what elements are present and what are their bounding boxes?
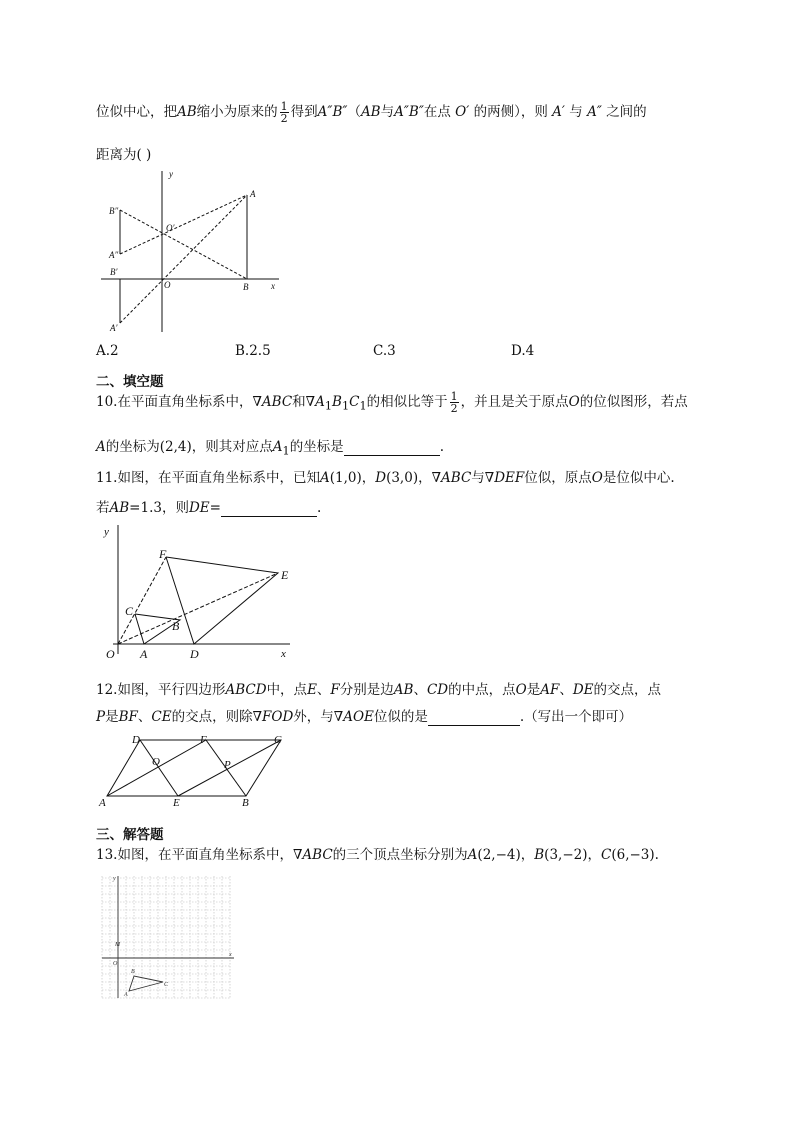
label-A2: A″ bbox=[109, 250, 119, 260]
label-y: y bbox=[104, 526, 109, 538]
label-E: E bbox=[281, 568, 289, 582]
segment-DE bbox=[140, 740, 178, 796]
dashed-A2-A bbox=[120, 195, 247, 254]
label-B: B bbox=[243, 282, 249, 292]
label-x: x bbox=[281, 648, 286, 660]
q13-grid-figure bbox=[98, 872, 238, 1002]
q11-line1: 11.如图，在平面直角坐标系中，已知A(1,0)，D(3,0)，∇ABC与∇DEF位似，原点O是位似中心. bbox=[96, 470, 675, 486]
label-B2: B″ bbox=[109, 206, 119, 216]
label-C: C bbox=[164, 982, 169, 988]
dashed-O-E bbox=[118, 573, 278, 644]
q9-line2: 距离为( ) bbox=[96, 147, 152, 163]
label-C: C bbox=[274, 734, 282, 746]
label-O: O bbox=[113, 961, 118, 967]
answer-blank[interactable] bbox=[344, 439, 440, 456]
triangle-DEF bbox=[166, 557, 278, 644]
section-heading-solutions: 三、解答题 bbox=[96, 827, 164, 843]
label-C: C bbox=[125, 604, 134, 618]
q9-line1: 位似中心，把AB缩小为原来的 $\frac{1}{2}$ 得到A″B″（AB与A″B″在点 O′ 的两侧），则 A′ 与 A″ 之间的 bbox=[96, 100, 647, 125]
label-A: A bbox=[140, 647, 148, 660]
q9-option-a: A.2 bbox=[96, 343, 119, 359]
label-x: x bbox=[271, 281, 275, 291]
label-F: F bbox=[200, 734, 207, 746]
label-A: A bbox=[99, 797, 106, 809]
q12-figure bbox=[98, 730, 298, 810]
label-B: B bbox=[242, 797, 249, 809]
label-O: O bbox=[164, 280, 171, 290]
q12-line2: P是BF、CE的交点，则除∇FOD外，与∇AOE位似的是 .（写出一个即可） bbox=[96, 709, 633, 725]
q13-line1: 13.如图，在平面直角坐标系中，∇ABC的三个顶点坐标分别为A(2,−4)，B(3,−2)，C(6,−3). bbox=[96, 847, 659, 863]
section-heading-fill-in: 二、填空题 bbox=[96, 374, 164, 390]
q11-figure bbox=[98, 520, 298, 660]
label-A: A bbox=[250, 189, 256, 199]
q9-option-c: C.3 bbox=[373, 343, 396, 359]
label-B1: B′ bbox=[110, 267, 118, 277]
label-E: E bbox=[173, 797, 180, 809]
label-F: F bbox=[159, 547, 167, 561]
label-O: O bbox=[152, 756, 160, 768]
dashed-O-F bbox=[118, 557, 166, 644]
dashed-A1-A bbox=[120, 195, 247, 323]
q9-option-b: B.2.5 bbox=[235, 343, 271, 359]
q9-option-d: D.4 bbox=[511, 343, 535, 359]
fraction-one-half: $\frac{1}{2}$ bbox=[280, 100, 288, 125]
q11-line2: 若AB=1.3，则DE= . bbox=[96, 500, 322, 516]
fraction-one-half: $\frac{1}{2}$ bbox=[450, 390, 458, 415]
label-M: M bbox=[115, 942, 120, 948]
label-P: P bbox=[224, 759, 231, 771]
segment-AF bbox=[107, 740, 206, 796]
label-D: D bbox=[190, 647, 199, 660]
label-O: O bbox=[106, 647, 115, 660]
label-O1: O′ bbox=[166, 223, 175, 233]
dashed-B2-B bbox=[120, 210, 247, 279]
label-x: x bbox=[229, 952, 232, 958]
label-y: y bbox=[169, 169, 173, 179]
q9-figure bbox=[96, 168, 286, 340]
label-A1: A′ bbox=[110, 323, 118, 333]
q10-line2: A的坐标为(2,4)，则其对应点$A_1$的坐标是 . bbox=[96, 439, 444, 458]
label-B: B bbox=[172, 619, 180, 633]
label-y: y bbox=[113, 876, 116, 882]
label-B: B bbox=[131, 969, 135, 975]
grid bbox=[102, 876, 230, 998]
q12-line1: 12.如图，平行四边形ABCD中，点E、F分别是边AB、CD的中点，点O是AF、DE的交点，点 bbox=[96, 682, 662, 698]
answer-blank[interactable] bbox=[221, 500, 317, 517]
q10-line1: 10.在平面直角坐标系中，∇ABC和$\nabla A_1B_1C_1$的相似比等于 $\frac{1}{2}$ ，并且是关于原点O的位似图形，若点 bbox=[96, 390, 688, 415]
label-D: D bbox=[132, 734, 140, 746]
answer-blank[interactable] bbox=[428, 709, 520, 726]
label-A: A bbox=[124, 992, 128, 998]
